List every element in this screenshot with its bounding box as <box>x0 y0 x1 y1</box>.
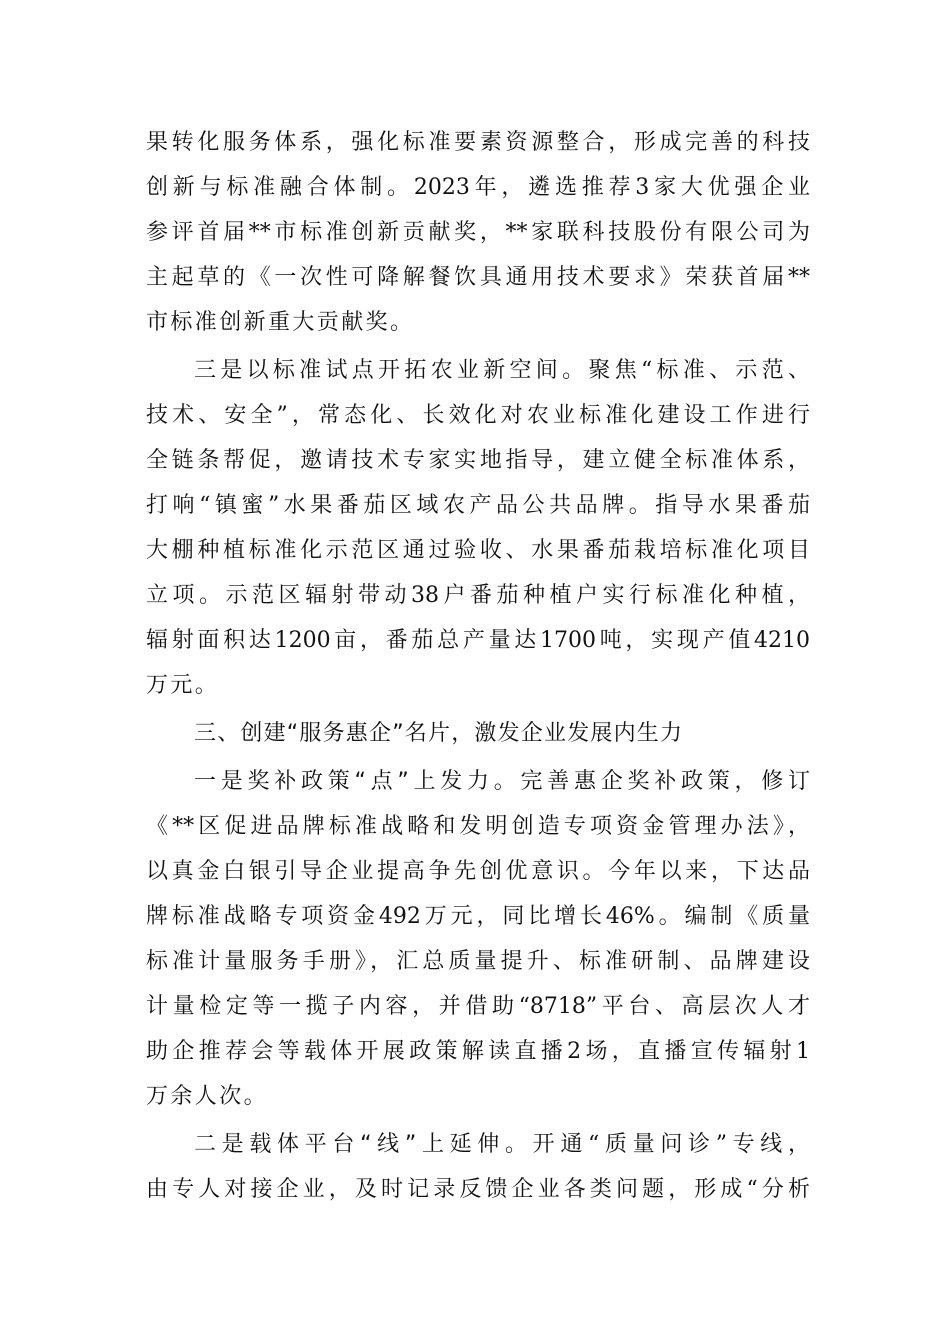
body-line: 助企推荐会等载体开展政策解读直播2场，直播宣传辐射1 <box>146 1039 810 1064</box>
paragraph-text: 聚焦“标准、示范、 <box>588 358 810 383</box>
body-line: 市标准创新重大贡献奖。 <box>146 310 415 335</box>
paragraph-lead: 一是奖补政策“点”上发力。 <box>194 769 521 794</box>
body-line: 技术、安全”，常态化、长效化对农业标准化建设工作进行 <box>146 403 810 428</box>
paragraph-lead: 三是以标准试点开拓农业新空间。 <box>194 358 589 383</box>
body-line: 万元。 <box>146 673 220 698</box>
paragraph-text: 完善惠企奖补政策，修订 <box>520 769 810 794</box>
paragraph-first-line <box>146 348 810 393</box>
body-line: 辐射面积达1200亩，番茄总产量达1700吨，实现产值4210 <box>146 628 810 653</box>
body-line: 立项。示范区辐射带动38户番茄种植户实行标准化种植， <box>146 583 810 608</box>
body-line: 打响“镇蜜”水果番茄区域农产品公共品牌。指导水果番茄 <box>146 493 810 518</box>
paragraph-text: 开通“质量问诊”专线， <box>532 1132 810 1157</box>
body-line: 果转化服务体系，强化标准要素资源整合，形成完善的科技 <box>146 130 810 155</box>
body-line: 主起草的《一次性可降解餐饮具通用技术要求》荣获首届** <box>146 265 810 290</box>
body-line: 由专人对接企业，及时记录反馈企业各类问题，形成“分析 <box>146 1177 810 1202</box>
body-line: 创新与标准融合体制。2023年，遴选推荐3家大优强企业 <box>146 175 810 200</box>
section-heading: 三、创建“服务惠企”名片，激发企业发展内生力 <box>194 721 684 746</box>
body-line: 全链条帮促，邀请技术专家实地指导，建立健全标准体系， <box>146 448 810 473</box>
body-line: 万余人次。 <box>146 1084 269 1109</box>
body-line: 大棚种植标准化示范区通过验收、水果番茄栽培标准化项目 <box>146 538 810 563</box>
paragraph-first-line <box>146 1122 810 1167</box>
paragraph-first-line <box>146 759 810 804</box>
body-line: 标准计量服务手册》，汇总质量提升、标准研制、品牌建设 <box>146 949 810 974</box>
body-line: 计量检定等一揽子内容，并借助“8718”平台、高层次人才 <box>146 994 810 1019</box>
document-body <box>146 120 810 1212</box>
body-line: 《**区促进品牌标准战略和发明创造专项资金管理办法》， <box>146 814 810 839</box>
body-line: 以真金白银引导企业提高争先创优意识。今年以来，下达品 <box>146 859 810 884</box>
body-line: 牌标准战略专项资金492万元，同比增长46%。编制《质量 <box>146 904 810 929</box>
body-line: 参评首届**市标准创新贡献奖，**家联科技股份有限公司为 <box>146 220 810 245</box>
paragraph-lead: 二是载体平台“线”上延伸。 <box>194 1132 533 1157</box>
